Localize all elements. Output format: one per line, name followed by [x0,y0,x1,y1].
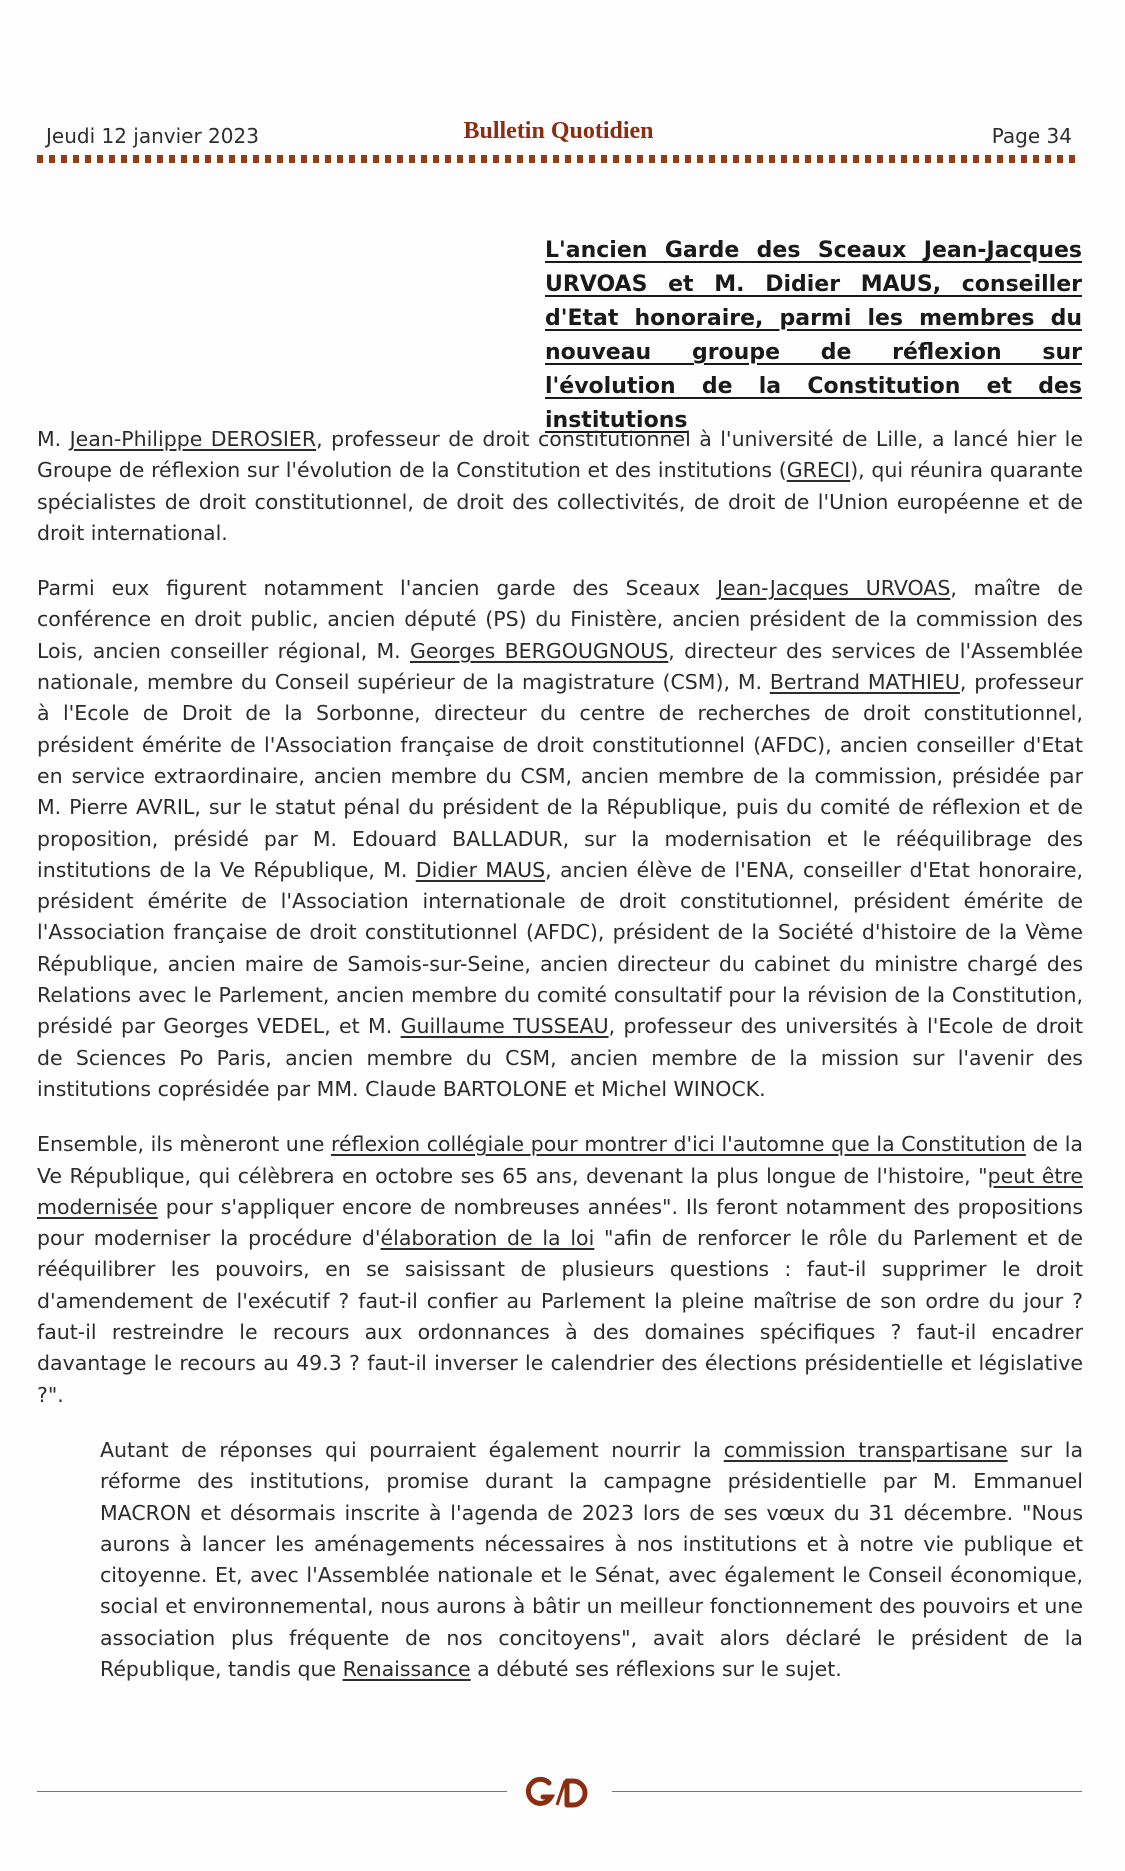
article-headline [545,234,1082,438]
text: pour s'appliquer encore de nombreuses années". Ils feront notamment des propositions pour moderniser la procédure d' [37,1194,1083,1251]
link-peut-etre-modernisee[interactable]: peut être modernisée [37,1163,1083,1219]
link-reflexion-collegiale[interactable]: réflexion collégiale pour montrer d'ici l'automne que la Constitution [330,1132,1026,1157]
header-dotted-rule [37,155,1080,163]
link-jean-philippe-derosier[interactable]: Jean-Philippe DEROSIER [69,427,317,451]
text: , professeur à l'Ecole de Droit de la Sorbonne, directeur du centre de recherches de droit constitutionnel, président émérite de l'Association française de droit constitutionnel (AFDC), ancien conseiller d'Etat en service extraordinaire, ancien membre du CSM, ancien membre de la commission, présidée par M. Pierre AVRIL, sur le statut pénal du président de la République, puis du comité de réflexion et de proposition, présidé par M. Edouard BALLADUR, sur la modernisation et le rééquilibrage des institutions de la Ve République, M. [37,670,1083,882]
text: M. [37,427,70,451]
link-bertrand-mathieu[interactable]: Bertrand MATHIEU [769,670,960,695]
footer-rule-right [612,1791,1082,1792]
text: , professeur de droit constitutionnel à l'université de Lille, a lancé hier le Groupe de réflexion sur l'évolution de la Constitution et des institutions ( [37,427,1083,483]
text: , ancien élève de l'ENA, conseiller d'Etat honoraire, président émérite de l'Association internationale de droit constitutionnel, président émérite de l'Association française de droit constitutionnel (AFDC), président de la Société d'histoire de la Vème République, ancien maire de Samois-sur-Seine, ancien directeur du cabinet du ministre chargé des Relations avec le Parlement, ancien membre du comité consultatif pour la révision de la Constitution, présidé par Georges VEDEL, et M. [37,857,1083,1039]
link-didier-maus[interactable]: Didier MAUS [415,857,546,882]
text: a débuté ses réflexions sur le sujet. [470,1656,842,1681]
link-renaissance[interactable]: Renaissance [342,1656,471,1681]
paragraph-4 [100,1435,1083,1685]
page-header [37,118,1080,154]
paragraph-3 [37,1129,1083,1411]
text: sur la réforme des institutions, promise durant la campagne présidentielle par M. Emmanuel MACRON et désormais inscrite à l'agenda de 2023 lors de ses vœux du 31 décembre. "Nous aurons à lancer les aménagements nécessaires à nos institutions et à notre vie publique et citoyenne. Et, avec l'Assemblée nationale et le Sénat, avec également le Conseil économique, social et environnemental, nous aurons à bâtir un meilleur fonctionnement des pouvoirs et une association plus fréquente de nos concitoyens", avait alors déclaré le président de la République, tandis que [100,1437,1083,1681]
link-georges-bergougnous[interactable]: Georges BERGOUGNOUS [409,638,669,663]
article-body [37,424,1083,1709]
text: , maître de conférence en droit public, ancien député (PS) du Finistère, ancien président de la commission des Lois, ancien conseiller régional, M. [37,576,1083,663]
text: , professeur des universités à l'Ecole de droit de Sciences Po Paris, ancien membre du CSM, ancien membre de la mission sur l'avenir des institutions coprésidée par MM. Claude BARTOLONE et Michel WINOCK. [37,1014,1083,1101]
footer-rule-left [37,1791,507,1792]
text: de la Ve République, qui célèbrera en octobre ses 65 ans, devenant la plus longue de l'histoire, " [37,1132,1083,1188]
text: , directeur des services de l'Assemblée nationale, membre du Conseil supérieur de la magistrature (CSM), M. [37,638,1084,695]
link-commission-transpartisane[interactable]: commission transpartisane [723,1437,1008,1462]
text: ), qui réunira quarante spécialistes de droit constitutionnel, de droit des collectivités, de droit de l'Union européenne et de droit international. [37,458,1083,545]
headline-text: L'ancien Garde des Sceaux Jean-Jacques URVOAS et M. Didier MAUS, conseiller d'Etat honoraire, parmi les membres du nouveau groupe de réflexion sur l'évolution de la Constitution et des institutions [545,238,1082,433]
link-guillaume-tusseau[interactable]: Guillaume TUSSEAU [400,1014,609,1039]
paragraph-1 [37,424,1083,549]
gd-monogram-icon [523,1775,595,1811]
link-greci[interactable]: GRECI [786,458,851,483]
paragraph-2 [37,573,1083,1105]
text: Autant de réponses qui pourraient également nourrir la [100,1437,724,1462]
text: Parmi eux figurent notamment l'ancien garde des Sceaux [37,576,717,601]
publication-title: Bulletin Quotidien [463,118,654,144]
link-elaboration-de-la-loi[interactable]: élaboration de la loi [380,1226,595,1251]
text: Ensemble, ils mèneront une [37,1132,331,1157]
header-date: Jeudi 12 janvier 2023 [46,124,259,148]
link-jean-jacques-urvoas[interactable]: Jean-Jacques URVOAS [716,576,951,601]
page-number: Page 34 [991,124,1072,148]
text: "afin de renforcer le rôle du Parlement et de rééquilibrer les pouvoirs, en se saisissant de plusieurs questions : faut-il supprimer le droit d'amendement de l'exécutif ? faut-il confier au Parlement la pleine maîtrise de son ordre du jour ? faut-il restreindre le recours aux ordonnances à des domaines spécifiques ? faut-il encadrer davantage le recours au 49.3 ? faut-il inverser le calendrier des élections présidentielle et législative ?". [37,1226,1083,1407]
